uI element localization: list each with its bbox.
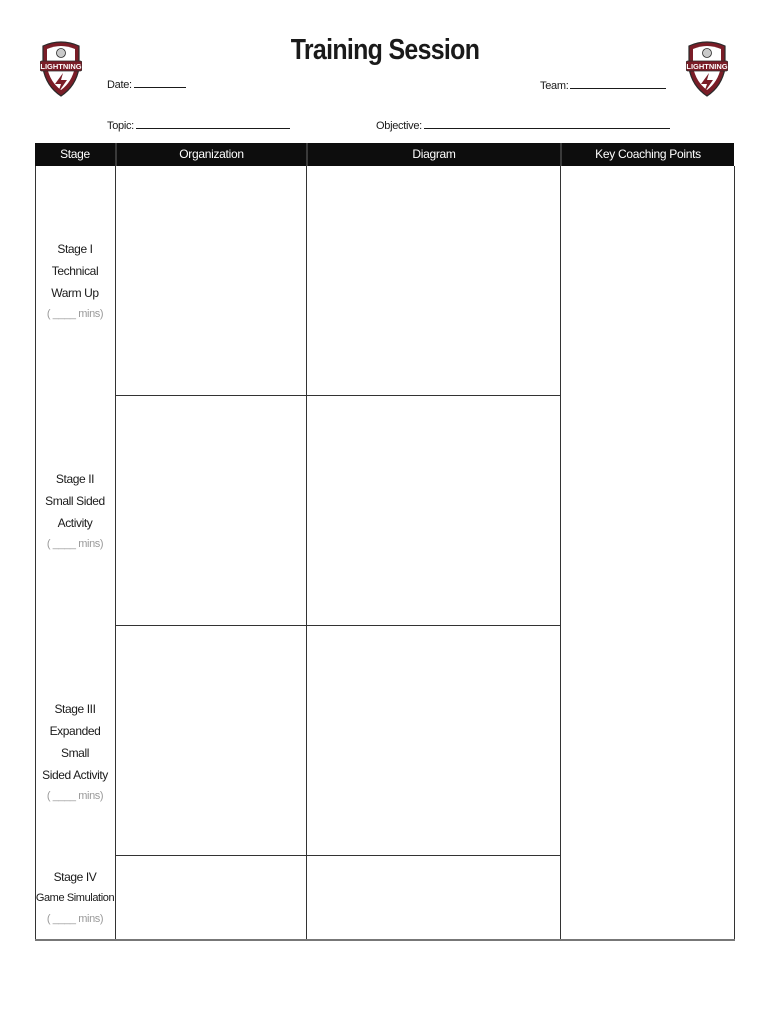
stage-4-organization-cell[interactable] [116,856,306,939]
stage-1-name: Stage I [57,242,93,256]
key-coaching-points-cell[interactable] [561,166,734,939]
objective-field[interactable] [376,119,670,132]
column-header-organization: Organization [179,147,244,161]
page-title: Training Session [290,34,480,66]
table-border-right [734,166,735,940]
topic-label: Topic: [107,120,134,132]
stage-3-line3: Sided Activity [42,768,108,782]
stage-4-diagram-cell[interactable] [307,856,560,939]
column-header-stage: Stage [60,147,90,161]
stage-4-name: Stage IV [53,870,97,884]
topic-blank[interactable] [136,119,290,129]
stage-1-organization-cell[interactable] [116,166,306,395]
stage-1-line3: Warm Up [51,286,99,300]
stage-1-mins: ( ____ mins) [46,308,104,320]
stage-3-line2: Expanded Small [49,724,101,760]
stage-1-diagram-cell[interactable] [307,166,560,395]
stage-1-line2: Technical [51,264,99,278]
stage-2-mins: ( ____ mins) [46,538,104,550]
logo-text: LIGHTNING [686,62,728,71]
stage-1-label [35,238,115,324]
stage-2-name: Stage II [55,472,95,486]
session-table [35,166,734,940]
team-blank[interactable] [570,79,666,89]
date-label: Date: [107,79,132,91]
stage-4-mins: ( ____ mins) [46,913,104,925]
stage-3-name: Stage III [54,702,96,716]
column-header-diagram: Diagram [412,147,456,161]
stage-3-diagram-cell[interactable] [307,626,560,855]
team-field[interactable] [540,79,666,92]
topic-field[interactable] [107,119,290,132]
team-label: Team: [540,80,569,92]
logo-text: LIGHTNING [40,62,82,71]
table-border-bottom [35,939,735,941]
stage-4-label [35,867,115,929]
stage-2-line2: Small Sided [45,494,105,508]
stage-2-organization-cell[interactable] [116,396,306,625]
objective-label: Objective: [376,120,422,132]
date-field[interactable] [107,78,186,91]
column-header-key-coaching-points: Key Coaching Points [595,147,701,161]
date-blank[interactable] [134,78,186,88]
stage-4-line2: Game Simulation [35,892,115,904]
stage-3-organization-cell[interactable] [116,626,306,855]
stage-2-line3: Activity [57,516,93,530]
stage-2-diagram-cell[interactable] [307,396,560,625]
stage-2-label [35,468,115,554]
stage-3-label [35,698,115,806]
table-header [35,143,734,166]
stage-3-mins: ( ____ mins) [46,790,104,802]
objective-blank[interactable] [424,119,670,129]
